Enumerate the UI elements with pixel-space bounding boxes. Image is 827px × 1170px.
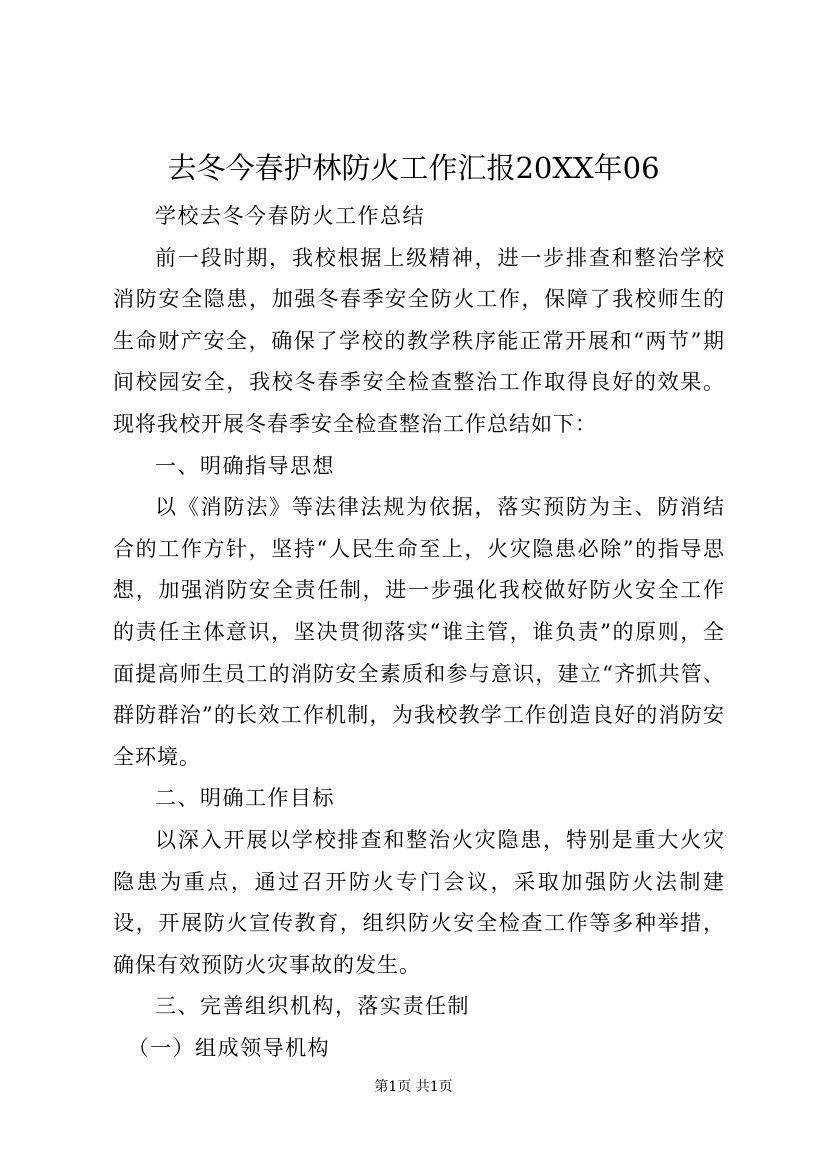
section-heading-guiding-thought: 一、明确指导思想	[155, 453, 335, 478]
paragraph-intro: 前一段时期，我校根据上级精神，进一步排查和整治学校消防安全隐患，加强冬春季安全防火工作，保障了我校师生的生命财产安全，确保了学校的教学秩序能正常开展和“两节”期间校园安全，我校冬春季安全检查整治工作取得良好的效果。现将我校开展冬春季安全检查整治工作总结如下：	[113, 245, 725, 436]
document-body	[113, 196, 725, 1069]
document-title: 去冬今春护林防火工作汇报20XX年06	[167, 151, 660, 185]
section-heading-organization: 三、完善组织机构，落实责任制	[155, 994, 470, 1019]
subsection-heading-leadership: （一）组成领导机构	[127, 1035, 331, 1060]
section-heading-work-goals: 二、明确工作目标	[155, 786, 335, 811]
paragraph-guiding-thought: 以《消防法》等法律法规为依据，落实预防为主、防消结合的工作方针，坚持“人民生命至上，火灾隐患必除”的指导思想，加强消防安全责任制，进一步强化我校做好防火安全工作的责任主体意识，坚决贯彻落实“谁主管，谁负责”的原则，全面提高师生员工的消防安全素质和参与意识，建立“齐抓共管、群防群治”的长效工作机制，为我校教学工作创造良好的消防安全环境。	[113, 495, 725, 769]
paragraph-work-goals: 以深入开展以学校排查和整治火灾隐患，特别是重大火灾隐患为重点，通过召开防火专门会议，采取加强防火法制建设，开展防火宣传教育，组织防火安全检查工作等多种举措，确保有效预防火灾事故的发生。	[113, 827, 725, 977]
page-footer	[0, 1077, 827, 1097]
page-number-label: 第1页 共1页	[374, 1079, 453, 1095]
section-heading-intro: 学校去冬今春防火工作总结	[155, 204, 425, 228]
